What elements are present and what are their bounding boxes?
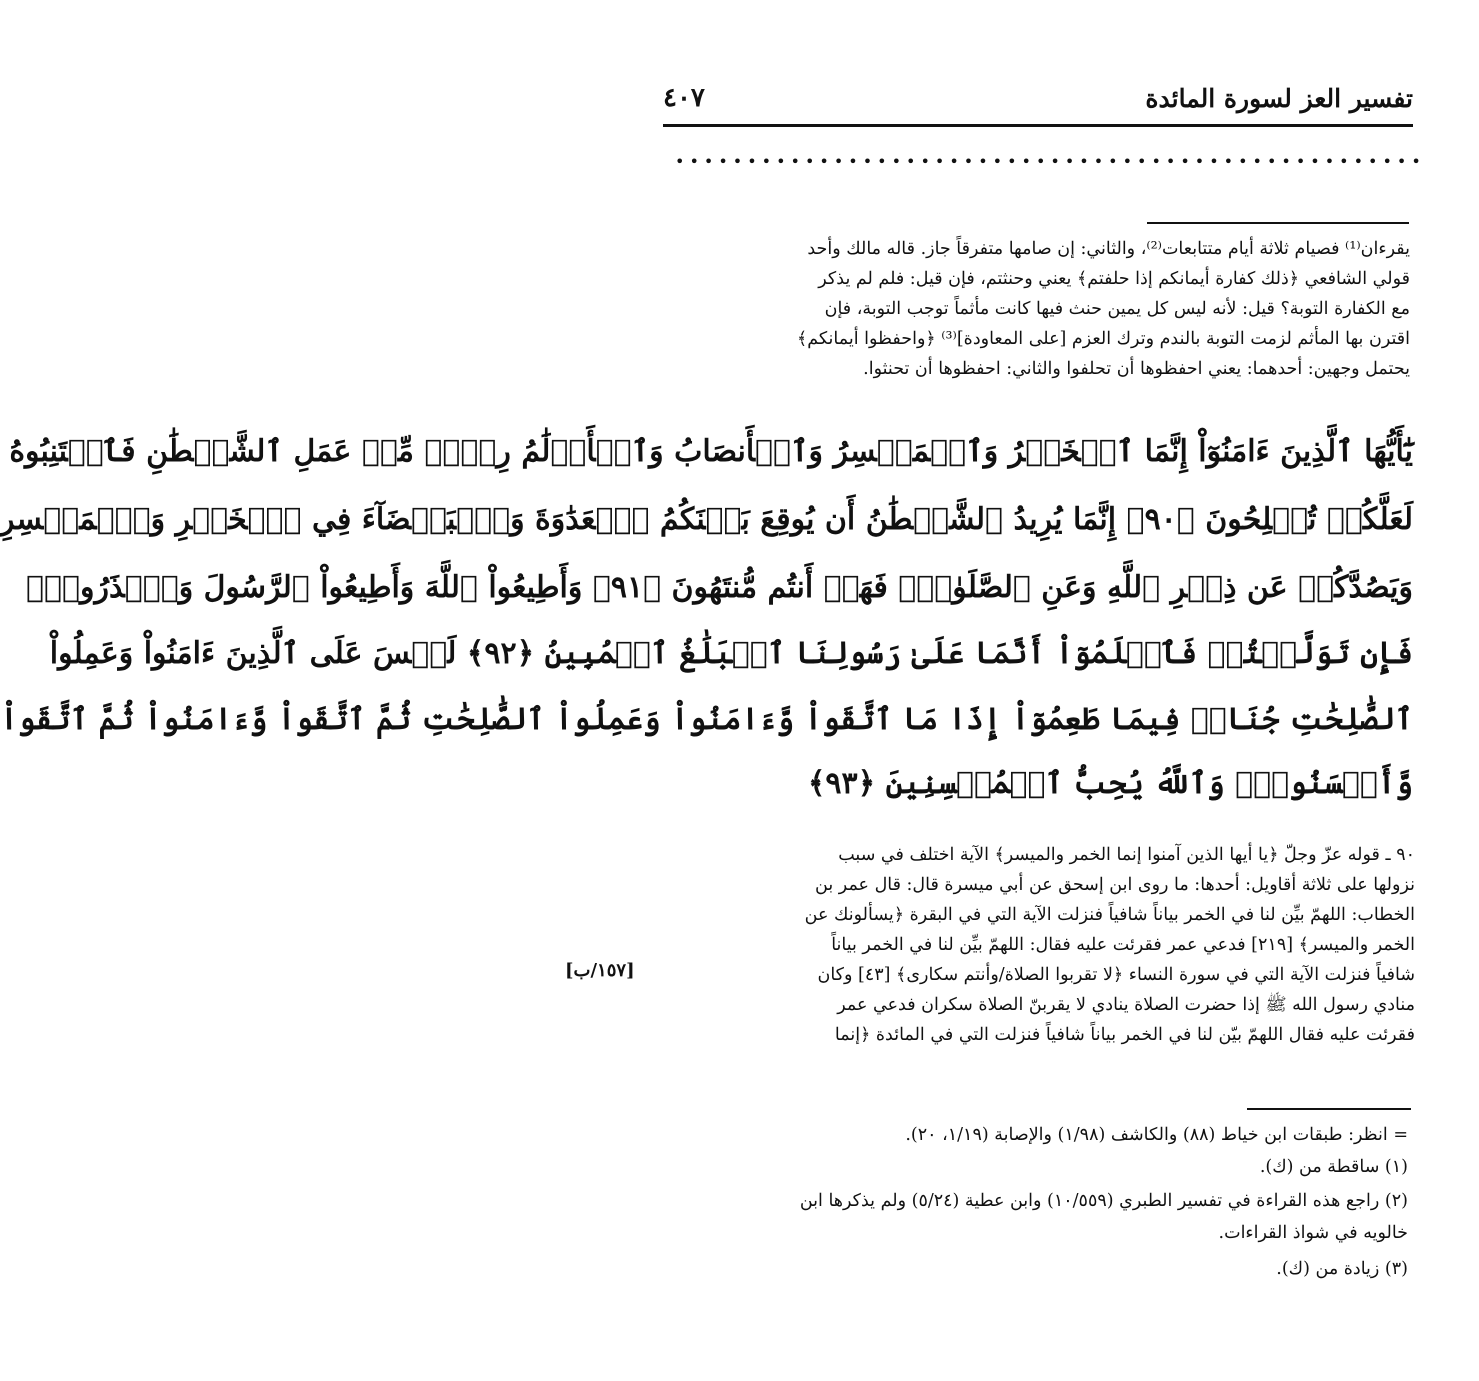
footnote-line: (٣) زيادة من (ك). [1276,1259,1408,1279]
page-number: ٤٠٧ [663,83,705,113]
carry-over-line: مع الكفارة التوبة؟ قيل: لأنه ليس كل يمين حنث فيها كانت مأثماً توجب التوبة، فإن [824,299,1410,319]
commentary-line: شافياً فنزلت الآية التي في سورة النساء ﴿لا تقربوا الصلاة/وأنتم سكارى﴾ [٤٣] وكان [817,965,1415,985]
commentary-line: الخمر والميسر﴾ [٢١٩] فدعي عمر فقرئت عليه فقال: اللهمّ بيِّن لنا في الخمر بياناً [831,935,1415,955]
commentary-line: منادي رسول الله ﷺ إذا حضرت الصلاة ينادي لا يقربنّ الصلاة سكران فدعي عمر [837,995,1415,1015]
commentary-line: فقرئت عليه فقال اللهمّ بيّن لنا في الخمر بياناً شافياً فنزلت التي في المائدة ﴿إنما [834,1025,1415,1045]
commentary-line: نزولها على ثلاثة أقاويل: أحدها: ما روى ابن إسحق عن أبي ميسرة قال: قال عمر بن [815,875,1415,895]
commentary-line: الخطاب: اللهمّ بيِّن لنا في الخمر بياناً شافياً فنزلت الآية التي في البقرة ﴿يسألونك عن [804,905,1415,925]
manuscript-folio-marker: [١٥٧/ب] [565,960,635,981]
verse-line: فَإِن تَوَلَّيۡتُمۡ فَٱعۡلَمُوٓاْ أَنَّمَا عَلَىٰ رَسُولِنَا ٱلۡبَلَٰغُ ٱلۡمُبِينُ ﴿٩٢﴾ لَيۡسَ عَلَى ٱلَّذِينَ ءَامَنُواْ وَعَمِلُواْ [49,636,1413,671]
footnote-line: (٢) راجع هذه القراءة في تفسير الطبري (١٠/٥٥٩) وابن عطية (٥/٢٤) ولم يذكرها ابن [799,1191,1408,1211]
header-rule [663,124,1413,127]
carry-over-rule [1147,222,1409,224]
verse-line: ٱلصَّٰلِحَٰتِ جُنَاحٞ فِيمَا طَعِمُوٓاْ إِذَا مَا ٱتَّقَواْ وَّءَامَنُواْ وَعَمِلُواْ ٱلصَّٰلِحَٰتِ ثُمَّ ٱتَّقَواْ وَّءَامَنُواْ ثُمَّ ٱتَّقَواْ [0,702,1413,737]
verse-line: يَٰٓأَيُّهَا ٱلَّذِينَ ءَامَنُوٓاْ إِنَّمَا ٱلۡخَمۡرُ وَٱلۡمَيۡسِرُ وَٱلۡأَنصَابُ وَٱلۡأَزۡلَٰمُ رِجۡسٞ مِّنۡ عَمَلِ ٱلشَّيۡطَٰنِ فَٱجۡتَنِبُوهُ [9,434,1413,469]
footnote-line: (١) ساقطة من (ك). [1259,1157,1408,1177]
carry-over-line: يقرءان⁽¹⁾ فصيام ثلاثة أيام متتابعات⁽²⁾، والثاني: إن صامها متفرقاً جاز. قاله مالك وأحد [807,239,1410,259]
commentary-line: ٩٠ ـ قوله عزّ وجلّ ﴿يا أيها الذين آمنوا إنما الخمر والميسر﴾ الآية اختلف في سبب [838,845,1415,865]
carry-over-line: يحتمل وجهين: أحدهما: يعني احفظوها أن تحلفوا والثاني: احفظوها أن تحنثوا. [863,359,1410,379]
verse-line: وَّأَحۡسَنُواْۚ وَٱللَّهُ يُحِبُّ ٱلۡمُحۡسِنِينَ ﴿٩٣﴾ [807,766,1413,801]
carry-over-line: قولي الشافعي ﴿ذلك كفارة أيمانكم إذا حلفتم﴾ يعني وحنثتم، فإن قيل: فلم لم يذكر [818,269,1410,289]
footnote-line: خالويه في شواذ القراءات. [1218,1223,1408,1243]
verse-line: وَيَصُدَّكُمۡ عَن ذِكۡرِ ٱللَّهِ وَعَنِ ٱلصَّلَوٰةِۖ فَهَلۡ أَنتُم مُّنتَهُونَ ﴿٩١﴾ وَأَطِيعُواْ ٱللَّهَ وَأَطِيعُواْ ٱلرَّسُولَ وَٱحۡذَرُواْۚ [25,570,1413,605]
dotted-separator: •••••••••••••••••••••••••••••••••••••••••••••••••••• [675,152,1426,171]
page-header [663,78,1413,118]
footnote-line: = انظر: طبقات ابن خياط (٨٨) والكاشف (١/٩٨) والإصابة (١/١٩، ٢٠). [905,1125,1408,1145]
carry-over-line: اقترن بها المأثم لزمت التوبة بالندم وترك العزم [على المعاودة]⁽³⁾ ﴿واحفظوا أيمانكم﴾ [796,329,1410,349]
running-title: تفسير العز لسورة المائدة [1145,83,1413,113]
footnote-rule [1247,1108,1411,1110]
verse-line: لَعَلَّكُمۡ تُفۡلِحُونَ ﴿٩٠﴾ إِنَّمَا يُرِيدُ ٱلشَّيۡطَٰنُ أَن يُوقِعَ بَيۡنَكُمُ ٱلۡعَدَٰوَةَ وَٱلۡبَغۡضَآءَ فِي ٱلۡخَمۡرِ وَٱلۡمَيۡسِرِ [0,502,1413,537]
